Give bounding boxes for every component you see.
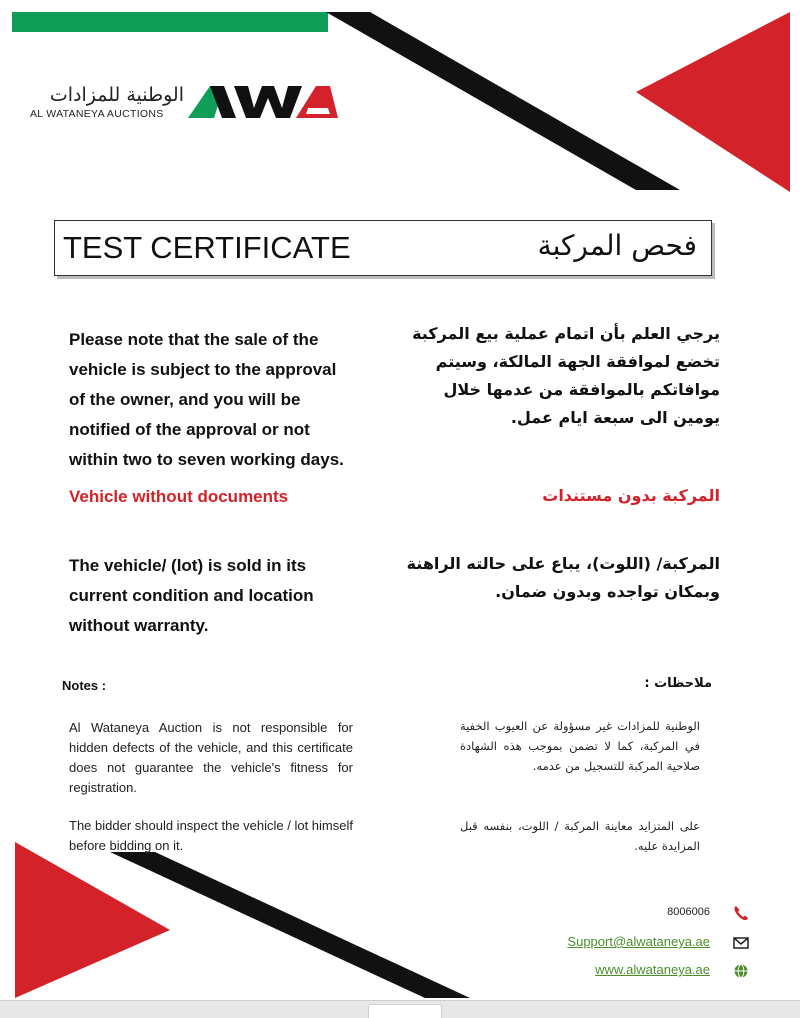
approval-en-line: vehicle is subject to the approval [69, 360, 337, 379]
contact-phone: 8006006 [667, 906, 710, 918]
approval-ar-line: يرجي العلم بأن اتمام عملية بيع المركبة [412, 324, 720, 343]
awa-logo-mark [188, 84, 340, 120]
top-green-bar [12, 12, 328, 32]
approval-ar-line: يومين الى سبعة ايام عمل. [510, 408, 720, 427]
phone-icon [731, 904, 751, 922]
condition-arabic [407, 550, 720, 606]
condition-en-line: without warranty. [69, 616, 209, 635]
top-red-triangle [636, 12, 790, 192]
approval-english [69, 325, 344, 475]
notes-label-arabic: ملاحظات : [644, 676, 712, 691]
approval-ar-line: موافاتكم بالموافقة من عدمها خلال [443, 380, 720, 399]
contact-website-link[interactable]: www.alwataneya.ae [595, 962, 710, 977]
title-arabic: فحص المركبة [537, 229, 697, 262]
documents-status-arabic: المركبة بدون مستندات [542, 486, 720, 505]
documents-status-english: Vehicle without documents [69, 487, 289, 506]
viewer-scroll-tab[interactable] [368, 1004, 442, 1018]
approval-ar-line: تخضع لموافقة الجهة المالكة، وسيتم [435, 352, 720, 371]
globe-icon [731, 962, 751, 980]
condition-english [69, 551, 314, 641]
note-english-responsibility: Al Wataneya Auction is not responsible for hidden defects of the vehicle, and this certificate does not guarantee the vehicle's fitness for registration. [69, 720, 353, 795]
condition-en-line: The vehicle/ (lot) is sold in its [69, 556, 307, 575]
approval-en-line: Please note that the sale of the [69, 330, 319, 349]
note-arabic-responsibility: الوطنية للمزادات غير مسؤولة عن العيوب الخفية في المركبة، كما لا تضمن بموجب هذه الشهادة صلاحية المركبة للتسجيل من عدمه. [460, 719, 700, 773]
certificate-title-box [54, 220, 712, 276]
envelope-icon [731, 934, 751, 952]
condition-ar-line: وبمكان تواجده وبدون ضمان. [495, 582, 720, 601]
viewer-bottom-bar [0, 1000, 800, 1018]
title-english: TEST CERTIFICATE [63, 230, 351, 265]
approval-en-line: notified of the approval or not [69, 420, 310, 439]
notes-label-english: Notes : [62, 678, 107, 693]
approval-en-line: within two to seven working days. [69, 450, 344, 469]
approval-arabic [412, 320, 720, 432]
note-arabic-inspection: على المتزايد معاينة المركبة / اللوت، بنفسه قبل المزايدة عليه. [460, 819, 700, 853]
condition-ar-line: المركبة/ (اللوت)، يباع على حالته الراهنة [406, 554, 720, 573]
note-english-inspection: The bidder should inspect the vehicle / lot himself before bidding on it. [69, 818, 353, 853]
bottom-black-stripe [110, 852, 470, 998]
logo-arabic-name: الوطنية للمزادات [49, 84, 184, 106]
logo-english-name: AL WATANEYA AUCTIONS [30, 108, 164, 120]
condition-en-line: current condition and location [69, 586, 314, 605]
approval-en-line: of the owner, and you will be [69, 390, 301, 409]
top-black-stripe [326, 12, 680, 190]
contact-email-link[interactable]: Support@alwataneya.ae [567, 934, 710, 949]
company-logo [26, 84, 346, 124]
